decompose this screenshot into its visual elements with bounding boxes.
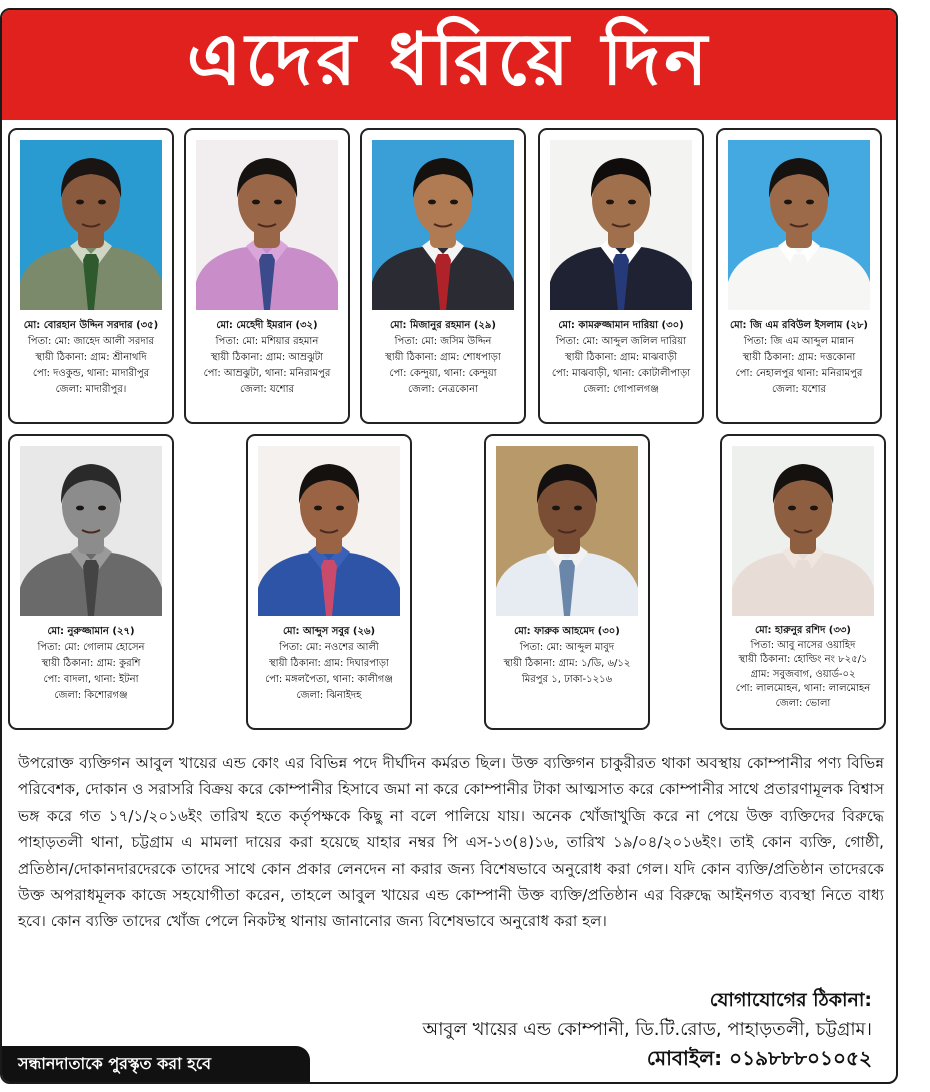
person-name: মো: মিজানুর রহমান (২৯) xyxy=(390,320,496,331)
person-detail: পিতা: মো: জাহেদ আলী সরদার xyxy=(27,336,155,347)
person-photo xyxy=(728,140,870,310)
person-photo xyxy=(20,446,162,616)
portrait-image xyxy=(258,446,400,616)
person-info xyxy=(188,318,346,398)
person-detail: পো: কেন্দুয়া, থানা: কেন্দুয়া xyxy=(389,368,497,379)
eye-shape xyxy=(552,506,560,511)
person-card xyxy=(8,434,174,730)
portrait-image xyxy=(732,446,874,616)
person-photo xyxy=(258,446,400,616)
eye-shape xyxy=(274,200,282,205)
portrait-image xyxy=(496,446,638,616)
person-photo xyxy=(372,140,514,310)
person-detail: পো: মাঝবাড়ী, থানা: কোটালীপাড়া xyxy=(551,368,691,379)
person-card xyxy=(8,128,174,424)
eye-shape xyxy=(252,200,260,205)
person-detail: পিতা: মো: নওশের আলী xyxy=(279,642,379,653)
person-photo xyxy=(496,446,638,616)
person-detail: পো: বাদলা, থানা: ইটনা xyxy=(43,674,139,685)
reward-banner: সন্ধানদাতাকে পুরস্কৃত করা হবে xyxy=(2,1046,310,1082)
portrait-image xyxy=(196,140,338,310)
person-photo xyxy=(20,140,162,310)
portrait-image xyxy=(20,140,162,310)
person-detail: স্থায়ী ঠিকানা: গ্রাম: ১/ডি, ৬/১২ xyxy=(503,658,631,669)
contact-block xyxy=(422,986,872,1073)
person-info xyxy=(488,624,646,688)
person-card xyxy=(484,434,650,730)
person-info xyxy=(250,624,408,704)
person-detail: জেলা: যশোর xyxy=(240,384,294,395)
person-detail: জেলা: গোপালগঞ্জ xyxy=(583,384,659,395)
person-name: মো: মেহেদী ইমরান (৩২) xyxy=(216,320,318,331)
eye-shape xyxy=(806,200,814,205)
eye-shape xyxy=(336,506,344,511)
eye-shape xyxy=(574,506,582,511)
person-detail: স্থায়ী ঠিকানা: গ্রাম: দিঘারপাড়া xyxy=(269,658,389,669)
person-info xyxy=(724,624,882,712)
eye-shape xyxy=(450,200,458,205)
person-detail: স্থায়ী ঠিকানা: গ্রাম: কুরশি xyxy=(41,658,141,669)
person-detail: স্থায়ী ঠিকানা: হোল্ডিং নং ৮২৫/১ xyxy=(738,654,868,666)
person-name: মো: হারুনুর রশিদ (৩৩) xyxy=(755,625,851,636)
contact-heading: যোগাযোগের ঠিকানা: xyxy=(709,989,872,1011)
person-detail: জেলা: কিশোরগঞ্জ xyxy=(54,690,128,701)
person-card xyxy=(720,434,886,730)
person-detail: পো: দওকুন্ড, থানা: মাদারীপুর xyxy=(32,368,150,379)
contact-address: আবুল খায়ের এন্ড কোম্পানী, ডি.টি.রোড, পাহাড়তলী, চট্টগ্রাম। xyxy=(422,1019,872,1040)
person-detail: পিতা: আবু নাসের ওয়াহিদ xyxy=(750,639,856,651)
person-detail: জেলা: ঝিনাইদহ xyxy=(296,690,362,701)
eye-shape xyxy=(784,200,792,205)
eye-shape xyxy=(428,200,436,205)
person-detail: পো: নেহালপুর থানা: মনিরামপুর xyxy=(735,368,863,379)
person-info xyxy=(720,318,878,398)
person-photo xyxy=(550,140,692,310)
person-detail: জেলা: ভোলা xyxy=(775,697,831,709)
person-detail: পিতা: মো: আব্দুল জলিল দারিয়া xyxy=(555,336,687,347)
person-detail: জেলা: যশোর xyxy=(772,384,826,395)
person-name: মো: কামরুজ্জামান দারিয়া (৩০) xyxy=(558,320,684,331)
person-detail: পো: আম্রঝুটা, থানা: মনিরামপুর xyxy=(203,368,331,379)
person-detail: পো: মঙ্গলপৈতা, থানা: কালীগঞ্জ xyxy=(265,674,393,685)
eye-shape xyxy=(76,200,84,205)
person-photo xyxy=(732,446,874,616)
person-card xyxy=(184,128,350,424)
person-detail: স্থায়ী ঠিকানা: গ্রাম: মাঝবাড়ী xyxy=(565,352,677,363)
eye-shape xyxy=(628,200,636,205)
person-detail: পিতা: মো: আব্দুল মাবুদ xyxy=(519,642,615,653)
person-detail: পিতা: মো: মশিয়ার রহমান xyxy=(215,336,319,347)
person-detail: পো: লালমোহন, থানা: লালমোহন xyxy=(735,683,871,695)
person-info xyxy=(12,624,170,704)
contact-mobile: মোবাইল: ০১৯৮৮৮০১০৫২ xyxy=(646,1046,872,1070)
person-card xyxy=(360,128,526,424)
person-card xyxy=(538,128,704,424)
headline: এদের ধরিয়ে দিন xyxy=(2,10,896,120)
poster-frame xyxy=(0,8,898,1084)
person-detail: জেলা: মাদারীপুর। xyxy=(55,384,127,395)
person-info xyxy=(364,318,522,398)
eye-shape xyxy=(810,506,818,511)
person-detail: গ্রাম: সবুজবাগ, ওয়ার্ড-০২ xyxy=(750,668,856,680)
person-detail: পিতা: জি এম আব্দুল মান্নান xyxy=(743,336,855,347)
person-detail: মিরপুর ১, ঢাকা-১২১৬ xyxy=(521,674,613,685)
person-info xyxy=(12,318,170,398)
person-detail: পিতা: মো: জসিম উদ্দিন xyxy=(394,336,492,347)
person-name: মো: ফারুক আহমেদ (৩০) xyxy=(514,626,620,637)
notice-paragraph: উপরোক্ত ব্যক্তিগন আবুল খায়ের এন্ড কোং এর বিভিন্ন পদে দীর্ঘদিন কর্মরত ছিল। উক্ত ব্যক্তিগন চাকুরীরত থাকা অবস্থায় কোম্পানীর পণ্য বিভিন্ন পরিবেশক, দোকান ও সরাসরি বিক্রয় করে কোম্পানীর হিসাবে জমা না করে কোম্পানীর টাকা আত্মসাত করে কোম্পানীর সাথে প্রতারণামূলক বিশ্বাস ভঙ্গ করে গত ১৭/১/২০১৬ইং তারিখ হতে কর্তৃপক্ষকে কিছু না বলে পালিয়ে যায়। অনেক খোঁজাখুজি করে না পেয়ে উক্ত ব্যক্তিদের বিরুদ্ধে পাহাড়তলী থানা, চট্টগ্রাম এ মামলা দায়ের করা হয়েছে যাহার নম্বর পি এস-১৩(৪)১৬, তারিখ ১৯/০৪/২০১৬ইং। তাই কোন ব্যক্তি, গোষ্ঠী, প্রতিষ্ঠান/দোকানদারদেরকে তাদের সাথে কোন প্রকার লেনদেন না করার জন্য বিশেষভাবে অনুরোধ করা গেল। যদি কোন ব্যক্তি/প্রতিষ্ঠান তাদেরকে উক্ত অপরাধমূলক কাজে সহযোগীতা করেন, তাহলে আবুল খায়ের এন্ড কোম্পানী উক্ত ব্যক্তি/প্রতিষ্ঠান এর বিরুদ্ধে আইনগত ব্যবস্থা নিতে বাধ্য হবে। কোন ব্যক্তি তাদের খোঁজ পেলে নিকটস্থ থানায় জানানোর জন্য বিশেষভাবে অনুরোধ করা হল। xyxy=(18,754,884,931)
eye-shape xyxy=(606,200,614,205)
person-detail: স্থায়ী ঠিকানা: গ্রাম: শোধপাড়া xyxy=(385,352,501,363)
person-name: মো: নুরুজ্জামান (২৭) xyxy=(47,626,135,637)
eye-shape xyxy=(788,506,796,511)
eye-shape xyxy=(98,200,106,205)
person-info xyxy=(542,318,700,398)
eye-shape xyxy=(314,506,322,511)
portrait-image xyxy=(372,140,514,310)
person-card xyxy=(246,434,412,730)
portrait-image xyxy=(728,140,870,310)
person-name: মো: জি এম রবিউল ইসলাম (২৮) xyxy=(730,320,868,331)
person-name: মো: বোরহান উদ্দিন সরদার (৩৫) xyxy=(23,320,159,331)
eye-shape xyxy=(76,506,84,511)
person-detail: জেলা: নেত্রকোনা xyxy=(407,384,479,395)
person-name: মো: আব্দুস সবুর (২৬) xyxy=(282,626,376,637)
person-detail: পিতা: মো: গোলাম হোসেন xyxy=(37,642,145,653)
person-detail: স্থায়ী ঠিকানা: গ্রাম: শ্রীনাথদি xyxy=(35,352,147,363)
portrait-image xyxy=(20,446,162,616)
person-card xyxy=(716,128,882,424)
portrait-image xyxy=(550,140,692,310)
person-detail: স্থায়ী ঠিকানা: গ্রাম: আম্রঝুটা xyxy=(210,352,324,363)
person-detail: স্থায়ী ঠিকানা: গ্রাম: দত্তকোনা xyxy=(742,352,856,363)
eye-shape xyxy=(98,506,106,511)
person-photo xyxy=(196,140,338,310)
